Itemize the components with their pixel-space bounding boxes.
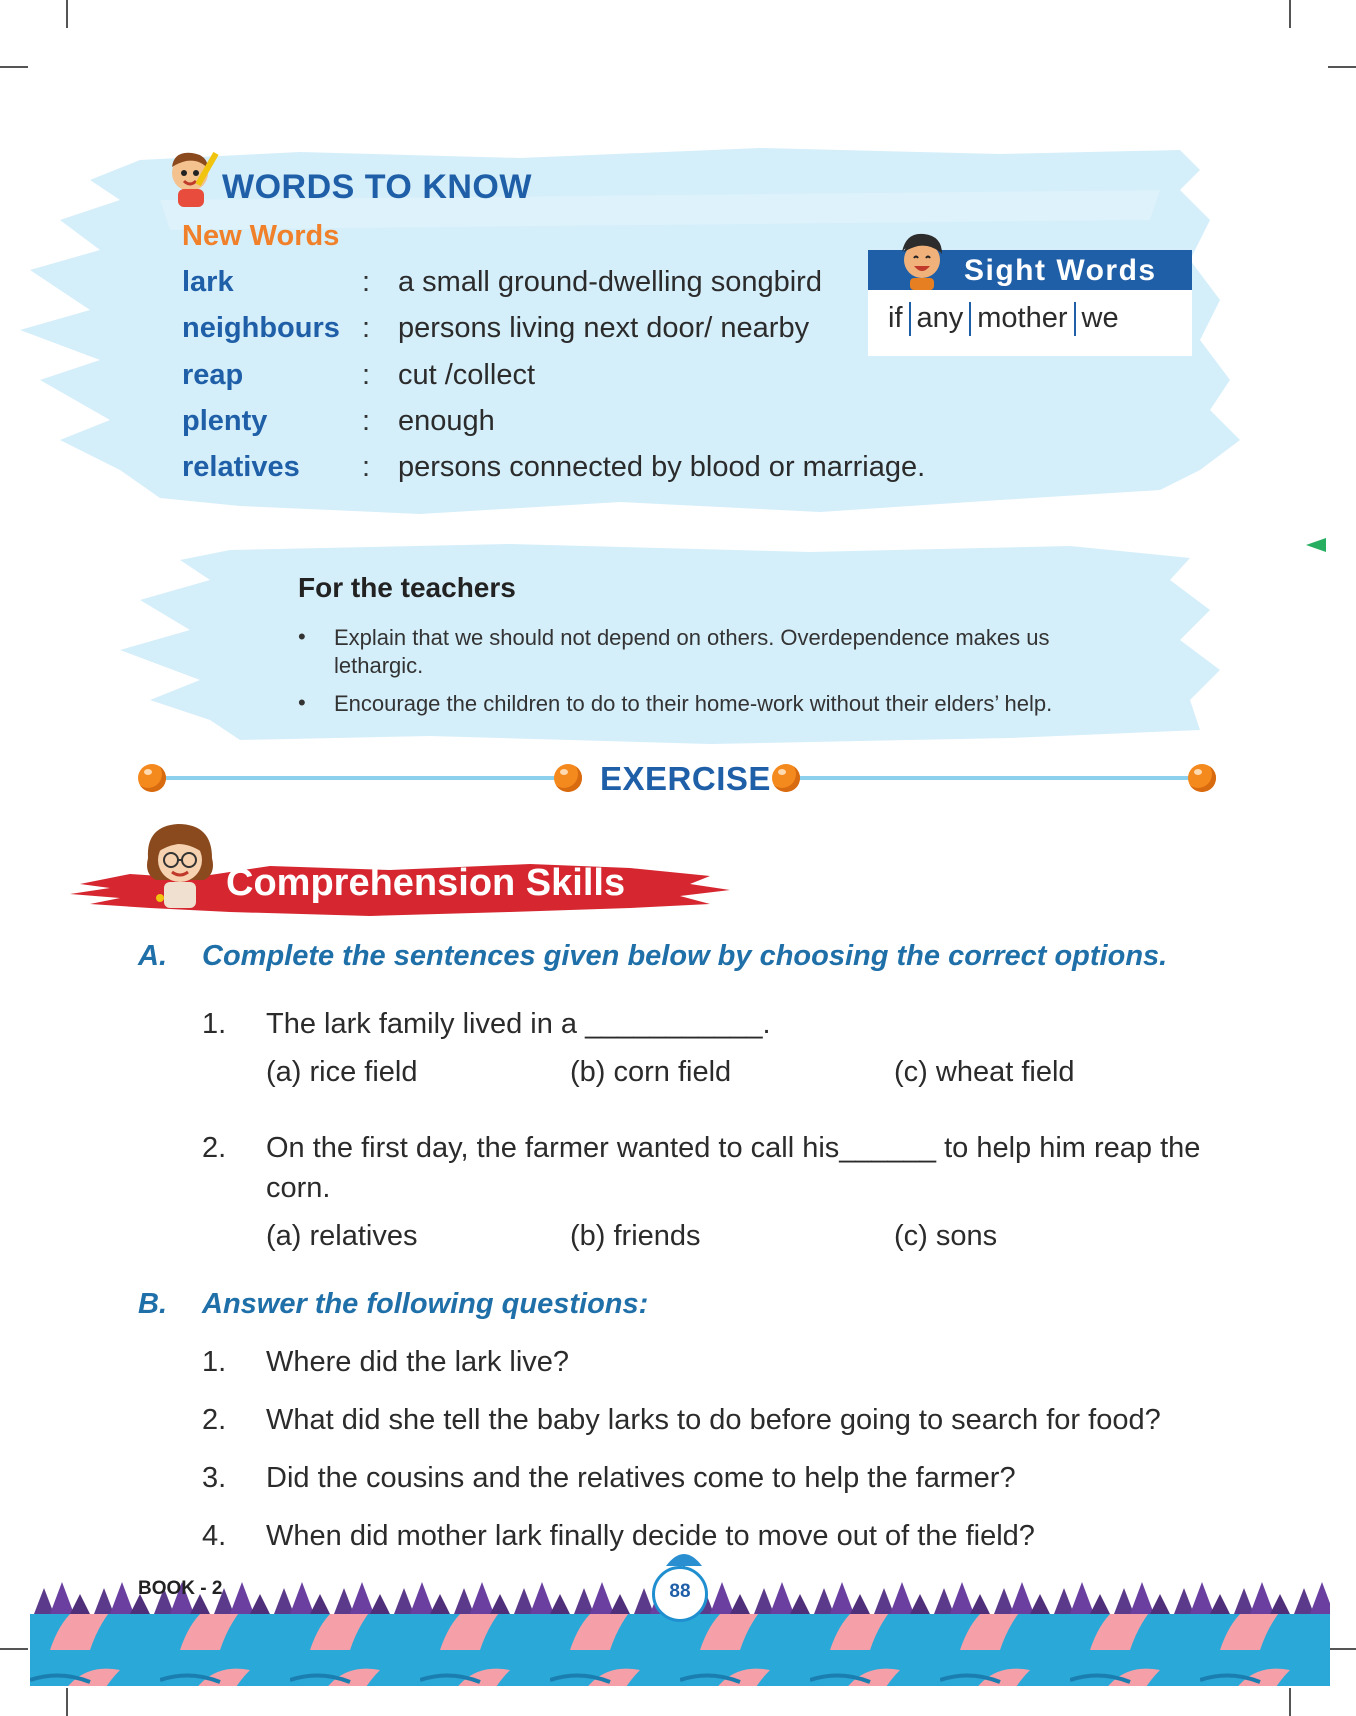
- option: (b) corn field: [570, 1056, 732, 1088]
- vocab-entry: [182, 312, 982, 358]
- option: (a) rice field: [266, 1056, 418, 1088]
- vocab-term: relatives: [182, 451, 300, 483]
- sight-word: if: [888, 302, 903, 334]
- sight-word: mother: [977, 302, 1068, 334]
- crop-mark: [1289, 0, 1291, 28]
- boy-mascot-icon: [160, 145, 228, 213]
- question-text: Where did the lark live?: [266, 1346, 570, 1378]
- sight-word: we: [1081, 302, 1119, 334]
- page-number-badge: [652, 1566, 708, 1622]
- sight-words-list: [882, 302, 1125, 336]
- question-text: The lark family lived in a ___________.: [266, 1008, 771, 1040]
- crop-mark: [1328, 1648, 1356, 1650]
- section-b-instruction: Answer the following questions:: [202, 1288, 649, 1320]
- comprehension-title: Comprehension Skills: [226, 862, 626, 904]
- option: (a) relatives: [266, 1220, 418, 1252]
- question-text: On the first day, the farmer wanted to call his______ to help him reap the: [266, 1132, 1201, 1164]
- question-text: corn.: [266, 1172, 331, 1204]
- page-marker-icon: [1306, 538, 1326, 552]
- vocab-term: lark: [182, 266, 234, 298]
- question-number: 1.: [202, 1008, 227, 1040]
- exercise-divider-right: [786, 776, 1194, 780]
- question-number: 2.: [202, 1404, 227, 1436]
- girl-mascot-icon: [138, 818, 222, 910]
- vocab-term: plenty: [182, 405, 268, 437]
- section-b-letter: B.: [138, 1288, 167, 1320]
- page-number: 88: [669, 1581, 691, 1602]
- orange-dot-icon: [1188, 764, 1216, 792]
- vocab-definition: a small ground-dwelling songbird: [398, 266, 822, 298]
- sight-words-title: Sight Words: [964, 254, 1157, 287]
- question-text: When did mother lark finally decide to move out of the field?: [266, 1520, 1035, 1552]
- orange-dot-icon: [138, 764, 166, 792]
- question-number: 3.: [202, 1462, 227, 1494]
- bullet-icon: •: [298, 624, 306, 649]
- vocab-entry: [182, 405, 982, 451]
- vocab-separator: :: [362, 405, 371, 437]
- question-number: 4.: [202, 1520, 227, 1552]
- crop-mark: [0, 66, 28, 68]
- vocab-entry: [182, 451, 982, 497]
- question-text: Did the cousins and the relatives come to help the farmer?: [266, 1462, 1016, 1494]
- vocab-entry: [182, 266, 982, 312]
- sight-word: any: [916, 302, 964, 334]
- bullet-icon: •: [298, 690, 306, 715]
- teachers-note-item: Explain that we should not depend on others. Overdependence makes us lethargic.: [334, 625, 1050, 678]
- option: (b) friends: [570, 1220, 701, 1252]
- vocab-term: reap: [182, 359, 244, 391]
- option: (c) wheat field: [894, 1056, 1075, 1088]
- vocab-term: neighbours: [182, 312, 340, 344]
- section-a-letter: A.: [138, 940, 167, 972]
- vocab-separator: :: [362, 266, 371, 298]
- teachers-note-title: For the teachers: [298, 572, 516, 603]
- orange-dot-icon: [554, 764, 582, 792]
- vocab-separator: :: [362, 312, 371, 344]
- option: (c) sons: [894, 1220, 998, 1252]
- question-text: What did she tell the baby larks to do before going to search for food?: [266, 1404, 1161, 1436]
- vocab-definition: cut /collect: [398, 359, 535, 391]
- teachers-note-item: Encourage the children to do to their home-work without their elders’ help.: [334, 691, 1053, 716]
- exercise-divider-left: [164, 776, 558, 780]
- new-words-subtitle: New Words: [182, 220, 340, 252]
- crop-mark: [66, 0, 68, 28]
- question-number: 1.: [202, 1346, 227, 1378]
- section-a-instruction: Complete the sentences given below by choosing the correct options.: [202, 940, 1168, 972]
- vocab-definition: persons living next door/ nearby: [398, 312, 810, 344]
- sight-words-boy-icon: [890, 228, 954, 292]
- crop-mark: [1289, 1688, 1291, 1716]
- vocab-entry: [182, 359, 982, 405]
- orange-dot-icon: [772, 764, 800, 792]
- words-to-know-title: WORDS TO KNOW: [222, 168, 532, 206]
- crop-mark: [66, 1688, 68, 1716]
- vocab-definition: enough: [398, 405, 495, 437]
- exercise-title: EXERCISE: [600, 760, 771, 797]
- crop-mark: [1328, 66, 1356, 68]
- vocab-separator: :: [362, 359, 371, 391]
- book-label: BOOK - 2: [138, 1578, 223, 1599]
- crop-mark: [0, 1648, 28, 1650]
- vocab-separator: :: [362, 451, 371, 483]
- question-number: 2.: [202, 1132, 227, 1164]
- vocab-definition: persons connected by blood or marriage.: [398, 451, 926, 483]
